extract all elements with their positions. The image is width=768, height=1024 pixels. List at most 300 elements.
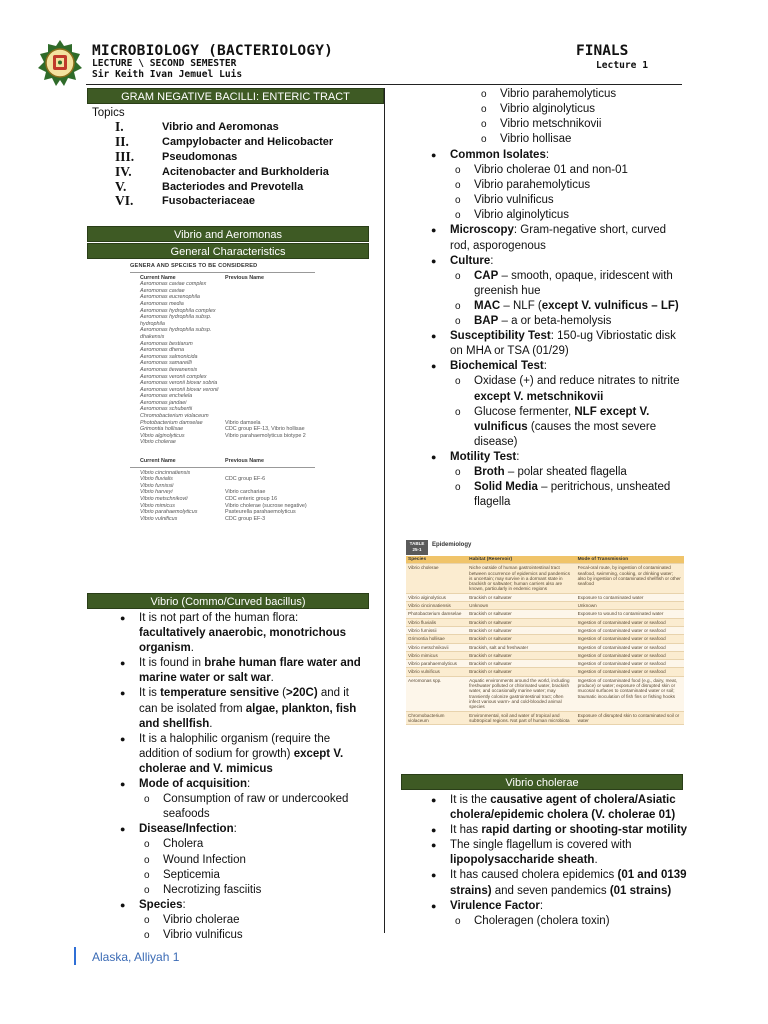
circle-bullet-icon: o — [455, 406, 461, 418]
genera-row — [130, 308, 315, 315]
sub-list-item-text: Necrotizing fasciitis — [163, 883, 262, 896]
table-tag: TABLE 25-1 — [406, 540, 428, 555]
bullet-icon: ● — [120, 779, 126, 790]
plain-text: (causes the most severe disease) — [474, 420, 657, 448]
plain-text: ( — [278, 687, 287, 700]
plain-text: It has caused cholera epidemics — [450, 869, 618, 882]
bold-text: algae, plankton, fish and shellfish — [139, 702, 357, 730]
genera-row — [130, 509, 315, 516]
current-name-cell: Aeromonas bestiarum — [140, 340, 193, 347]
circle-bullet-icon: o — [144, 869, 150, 881]
genera-row — [130, 476, 315, 483]
previous-name-cell — [225, 314, 315, 327]
bold-text: MAC — [474, 299, 501, 312]
list-item — [117, 822, 367, 837]
list-item — [428, 148, 686, 163]
sub-list-item-text: Vibrio vulnificus — [474, 194, 554, 207]
plain-text: and seven pandemics — [491, 884, 610, 897]
epi-cell: Ingestion of contaminated water or seafood — [576, 643, 684, 651]
circle-bullet-icon: o — [481, 89, 487, 100]
topic-number: IV. — [115, 163, 132, 179]
epi-cell: Brackish or saltwater — [467, 660, 575, 668]
plain-text: : — [246, 778, 251, 791]
circle-bullet-icon: o — [455, 195, 461, 207]
previous-name-cell — [225, 360, 315, 367]
genera-row — [130, 360, 315, 367]
list-item-text — [139, 777, 250, 792]
sub-list-item-text — [474, 374, 686, 404]
current-name-cell: Aeromonas samareilli — [140, 360, 192, 367]
previous-name-cell — [225, 483, 315, 490]
sub-list-item-text — [474, 480, 686, 510]
genera-row — [130, 393, 315, 400]
epi-header-cell: Species — [406, 556, 467, 564]
course-title: MICROBIOLOGY (BACTERIOLOGY) — [92, 43, 334, 59]
bullet-icon: ● — [431, 331, 437, 342]
sub-list-item-text: Cholera — [163, 838, 204, 851]
epi-cell: Brackish or saltwater — [467, 668, 575, 676]
bold-text: rapid darting or shooting-star motility — [481, 824, 688, 837]
list-item-text — [450, 329, 686, 359]
sub-list-item — [454, 132, 684, 147]
epi-cell: Brackish or saltwater — [467, 618, 575, 626]
circle-bullet-icon: o — [455, 482, 461, 494]
sub-list-item — [117, 913, 367, 928]
current-name-cell: Vibrio metschnikovii — [140, 496, 188, 502]
previous-name-cell — [225, 308, 315, 315]
bold-text: Species — [139, 898, 183, 911]
epi-cell: Vibrio mimicus — [406, 651, 467, 659]
bullet-icon: ● — [431, 870, 437, 881]
previous-name-cell — [225, 301, 315, 308]
epi-cell: Vibrio cholerae — [406, 564, 467, 593]
epi-row — [406, 660, 684, 668]
epi-cell: Ingestion of contaminated water or seafood — [576, 668, 684, 676]
epi-cell: Exposure to contaminated water — [576, 593, 684, 601]
previous-name-cell: Pasteurella parahaemolyticus — [225, 509, 296, 516]
section-bar-vibrio: Vibrio (Commo/Curved bacillus) — [87, 593, 369, 609]
list-item-text — [139, 656, 367, 686]
topic-item — [115, 135, 385, 150]
plain-text: : — [516, 450, 520, 463]
plain-text: – peritrichous, unsheated flagella — [474, 481, 671, 509]
previous-name-cell: Vibrio carchariae — [225, 489, 266, 496]
epi-row — [406, 618, 684, 626]
epi-cell: Vibrio parahaemolyticus — [406, 660, 467, 668]
sub-list-item-text: Vibrio parahemolyticus — [474, 179, 591, 192]
bold-text: except V. vulnificus – LF) — [541, 299, 679, 312]
plain-text: : — [233, 823, 237, 836]
list-item — [117, 898, 367, 913]
genera-row — [130, 314, 315, 327]
epi-cell: Vibrio furnissii — [406, 626, 467, 634]
list-item — [428, 793, 690, 823]
section-bar-general: General Characteristics — [87, 243, 369, 259]
current-name-cell: Vibrio cincinnatiensis — [140, 469, 191, 476]
previous-name-cell: Vibrio damsela — [225, 419, 261, 426]
genera-row — [130, 354, 315, 361]
epi-cell: Brackish or saltwater — [467, 635, 575, 643]
list-item-text — [139, 686, 367, 731]
list-item-text — [450, 793, 690, 823]
plain-text: : — [490, 254, 494, 267]
epi-cell: Brackish, salt and freshwater — [467, 643, 575, 651]
list-item — [428, 329, 686, 359]
list-item — [117, 611, 367, 656]
list-item-text — [450, 254, 493, 269]
bullet-icon: ● — [120, 824, 126, 835]
epi-row — [406, 626, 684, 634]
current-name-cell: Aeromonas jandaei — [140, 399, 187, 406]
sub-list-item-text: Vibrio vulnificus — [163, 928, 243, 941]
current-name-cell: Aeromonas veronii complex — [140, 373, 207, 380]
sub-list-item — [428, 299, 686, 314]
bold-text: Mode of acquisition — [139, 778, 247, 791]
list-item — [117, 656, 367, 686]
sub-list-item — [117, 853, 367, 868]
epi-cell: Fecal-oral route, by ingestion of contaminated seafood, swimming, cooking, or drinking water; also by ingestion of contaminated shellfish or other seafood — [576, 564, 684, 593]
col-current-name: Current Name — [140, 274, 176, 281]
cholerae-bullet-list — [428, 793, 690, 929]
topic-item — [115, 150, 385, 165]
current-name-cell: Aeromonas veronii biovar veronii — [140, 386, 219, 393]
semester-line: LECTURE \ SECOND SEMESTER — [92, 58, 237, 69]
epi-cell: Ingestion of contaminated water or seafood — [576, 626, 684, 634]
genera-row — [130, 347, 315, 354]
sub-list-item — [428, 269, 686, 299]
bullet-icon: ● — [431, 361, 437, 372]
epi-row — [406, 668, 684, 676]
list-item-text — [450, 223, 686, 253]
bold-text: Common Isolates — [450, 149, 546, 161]
epi-cell: Exposure of disrupted skin to contaminated soil or water — [576, 711, 684, 725]
previous-name-cell — [225, 439, 315, 446]
topic-label: Pseudomonas — [162, 150, 238, 163]
section-bar-enteric: GRAM NEGATIVE BACILLI: ENTERIC TRACT — [87, 88, 384, 104]
genera-row — [130, 327, 315, 340]
epi-row — [406, 593, 684, 601]
bold-text: CAP — [474, 269, 499, 282]
sub-list-item — [428, 163, 686, 178]
previous-name-cell — [225, 393, 315, 400]
previous-name-cell — [225, 288, 315, 295]
bold-text: Broth — [474, 465, 505, 478]
epi-cell: Aquatic environments around the world, including freshwater polluted or chlorinated water, brackish water, and occasionally marine water; may transiently colonize gastrointestinal tract; often infect various warm- and cold-blooded animal species — [467, 676, 575, 711]
previous-name-cell: CDC group EF-3 — [225, 515, 266, 522]
circle-bullet-icon: o — [455, 270, 461, 282]
sub-list-item-text: Vibrio alginolyticus — [474, 209, 570, 222]
plain-text: : 150-ug Vibriostatic disk on MHA or TSA (01/29) — [450, 330, 676, 358]
epi-cell: Chromobacterium violaceum — [406, 711, 467, 725]
epi-header-row — [406, 556, 684, 564]
plain-text: : Gram-negative short, curved rod, asporogenous — [450, 224, 667, 252]
list-item — [117, 686, 367, 731]
genera-header-row — [130, 458, 315, 465]
sub-list-item — [428, 314, 686, 329]
bold-text: temperature sensitive — [160, 687, 279, 700]
sub-list-item — [428, 480, 686, 510]
epi-cell: Aeromonas spp. — [406, 676, 467, 711]
epi-cell: Exposure to wound to contaminated water — [576, 610, 684, 618]
previous-name-cell — [225, 380, 315, 387]
plain-text: It has — [450, 824, 482, 837]
genera-row — [130, 496, 315, 503]
current-name-cell: Aeromonas caviae complex — [140, 281, 207, 288]
current-name-cell: Vibrio alginolyticus — [140, 432, 185, 439]
list-item-text — [139, 898, 186, 913]
previous-name-cell — [225, 374, 315, 381]
genera-row — [130, 281, 315, 288]
current-name-cell: Aeromonas veronii biovar sobria — [140, 380, 218, 387]
list-item — [428, 899, 690, 914]
bold-text: lipopolysaccharide sheath — [450, 854, 595, 867]
bold-text: Disease/Infection — [139, 823, 234, 836]
plain-text: : — [539, 899, 544, 912]
previous-name-cell — [225, 327, 315, 340]
epi-row — [406, 676, 684, 711]
sub-list-item — [428, 914, 690, 929]
circle-bullet-icon: o — [455, 316, 461, 328]
epi-header-cell: Mode of Transmission — [576, 556, 684, 564]
header-rule — [86, 84, 682, 85]
epi-cell: Environmental, soil and water of tropical and subtropical regions. Not part of human microbiota — [467, 711, 575, 725]
topic-item — [115, 164, 385, 179]
sub-list-item-text: Vibrio cholerae 01 and non-01 — [474, 164, 628, 177]
epi-row — [406, 564, 684, 593]
sub-list-item-text — [474, 314, 611, 329]
sub-list-item — [117, 883, 367, 898]
bold-text: Solid Media — [474, 481, 538, 494]
list-item-text — [139, 732, 367, 777]
plain-text: Oxidase (+) and reduce nitrates to nitrite — [474, 375, 680, 388]
current-name-cell: Vibrio mimicus — [140, 502, 175, 509]
list-item — [117, 777, 367, 792]
list-item-text — [139, 611, 367, 656]
genera-row — [130, 503, 315, 510]
epi-cell: Ingestion of contaminated water or seafood — [576, 635, 684, 643]
previous-name-cell — [225, 387, 315, 394]
previous-name-cell: CDC enteric group 16 — [225, 496, 278, 502]
instructor-line: Sir Keith Ivan Jemuel Luis — [92, 68, 243, 80]
plain-text: It is — [139, 687, 161, 700]
circle-bullet-icon: o — [144, 914, 150, 926]
sub-list-item-text: Vibrio metschnikovii — [500, 118, 602, 131]
plain-text: : — [545, 149, 550, 161]
sub-list-item-text: Vibrio alginolyticus — [500, 103, 596, 116]
genera-row — [130, 400, 315, 407]
bold-text: BAP — [474, 315, 499, 328]
plain-text: : — [543, 360, 547, 373]
epi-row — [406, 610, 684, 618]
list-item-text — [450, 450, 519, 465]
list-item — [428, 838, 690, 868]
previous-name-cell: CDC group EF-6 — [225, 476, 266, 483]
circle-bullet-icon: o — [455, 466, 461, 478]
previous-name-cell — [225, 367, 315, 374]
previous-name-cell — [225, 354, 315, 361]
genera-row — [130, 439, 315, 446]
bullet-icon: ● — [431, 840, 437, 851]
plain-text: Glucose fermenter, — [474, 405, 575, 418]
sub-list-item-text: Choleragen (cholera toxin) — [474, 914, 610, 927]
topic-label: Bacteriodes and Prevotella — [162, 180, 304, 193]
genera-row — [130, 294, 315, 301]
list-item — [428, 868, 690, 898]
plain-text: – smooth, opaque, iridescent with greenish hue — [474, 269, 673, 297]
circle-bullet-icon: o — [144, 839, 150, 851]
bullet-icon: ● — [120, 688, 126, 699]
epi-row — [406, 643, 684, 651]
sub-list-item-text: Vibrio hollisae — [500, 133, 572, 146]
previous-name-cell — [225, 413, 315, 420]
bullet-icon: ● — [431, 900, 437, 911]
vibrio-details-list — [428, 148, 686, 510]
epi-cell: Grimontia hollisae — [406, 635, 467, 643]
bold-text: >20C) — [286, 687, 318, 700]
topic-number: II. — [115, 134, 129, 150]
circle-bullet-icon: o — [481, 134, 487, 146]
epi-cell: Niche outside of human gastrointestinal tract between occurrence of epidemics and pandemics is uncertain; may survive in a dormant state in brackish or saltwater; human carriers also are known, particularly in endemic regions — [467, 564, 575, 593]
topic-label: Vibrio and Aeromonas — [162, 121, 279, 134]
previous-name-cell — [225, 281, 315, 288]
current-name-cell: Aeromonas tiewanensis — [140, 366, 198, 373]
col-previous-name: Previous Name — [225, 458, 264, 465]
plain-text: The single flagellum is covered with — [450, 839, 632, 852]
genera-row — [130, 433, 315, 440]
plain-text: . — [190, 642, 194, 655]
plain-text: and it can be isolated from — [139, 687, 349, 715]
genera-row — [130, 288, 315, 295]
bullet-icon: ● — [431, 255, 437, 266]
list-item-text — [139, 822, 237, 837]
circle-bullet-icon: o — [455, 165, 461, 177]
list-item-text — [450, 148, 549, 163]
sub-list-item-text — [474, 405, 686, 450]
previous-name-cell: Vibrio cholerae (sucrose negative) — [225, 502, 307, 509]
genera-row — [130, 516, 315, 523]
genera-row — [130, 420, 315, 427]
bold-text: Motility Test — [450, 450, 517, 463]
epi-cell: Brackish or saltwater — [467, 626, 575, 634]
bold-text: (01 and 0139 strains) — [450, 869, 687, 897]
epi-cell: Unknown — [576, 602, 684, 610]
circle-bullet-icon: o — [455, 210, 461, 222]
epi-cell: Vibrio cincinnatiensis — [406, 602, 467, 610]
bullet-icon: ● — [431, 795, 437, 805]
current-name-cell: Aeromonas enchelela — [140, 393, 193, 400]
current-name-cell: Chromobacterium violaceum — [140, 413, 209, 420]
epi-cell: Brackish or saltwater — [467, 610, 575, 618]
genera-row — [130, 413, 315, 420]
previous-name-cell — [225, 470, 315, 477]
topic-item — [115, 179, 385, 194]
genera-table-title: GENERA AND SPECIES TO BE CONSIDERED — [130, 263, 258, 269]
topics-title: Topics — [92, 107, 125, 119]
previous-name-cell: Vibrio parahaemolyticus biotype 2 — [225, 432, 306, 439]
current-name-cell: Aeromonas media — [140, 300, 184, 307]
genera-species-table — [130, 263, 315, 581]
bullet-icon: ● — [431, 150, 437, 160]
topic-number: III. — [115, 149, 135, 164]
epi-cell: Vibrio vulnificus — [406, 668, 467, 676]
epi-row — [406, 711, 684, 725]
circle-bullet-icon: o — [455, 300, 461, 312]
epi-cell: Vibrio fluvialis — [406, 618, 467, 626]
plain-text: It is the — [450, 794, 491, 806]
sub-list-item — [117, 868, 367, 883]
current-name-cell: Aeromonas hydrophila subsp. dhakensis — [140, 327, 212, 340]
sub-list-item-text: Septicemia — [163, 868, 220, 881]
plain-text: . — [594, 854, 598, 867]
epi-header-cell: Habitat (Reservoir) — [467, 556, 575, 564]
bullet-icon: ● — [431, 451, 437, 462]
genera-row — [130, 367, 315, 374]
list-item — [428, 223, 686, 253]
sub-list-item-text — [474, 465, 627, 480]
current-name-cell: Vibrio parahaemolyticus — [140, 509, 198, 516]
plain-text: – polar sheated flagella — [504, 465, 627, 478]
bullet-icon: ● — [120, 613, 126, 623]
vibrio-bullet-list — [117, 611, 367, 943]
genera-row — [130, 406, 315, 413]
topic-number: I. — [115, 119, 124, 135]
genera-row — [130, 301, 315, 308]
sub-list-item-text: Wound Infection — [163, 853, 246, 866]
previous-name-cell — [225, 347, 315, 354]
epi-cell: Ingestion of contaminated water or seafood — [576, 651, 684, 659]
current-name-cell: Aeromonas schubertii — [140, 406, 193, 413]
sub-list-item — [454, 87, 684, 102]
bold-text: facultatively anaerobic, monotrichous organism — [139, 627, 347, 655]
circle-bullet-icon: o — [481, 119, 487, 131]
genera-row — [130, 426, 315, 433]
sub-list-item-text: Vibrio parahemolyticus — [500, 88, 617, 100]
epi-row — [406, 651, 684, 659]
epi-cell: Unknown — [467, 602, 575, 610]
genera-row — [130, 470, 315, 477]
list-item — [428, 450, 686, 465]
epi-cell: Photobacterium damselae — [406, 610, 467, 618]
bullet-icon: ● — [431, 825, 437, 836]
bullet-icon: ● — [431, 225, 437, 236]
bold-text: NLF except V. vulnificus — [474, 405, 650, 433]
list-item — [428, 359, 686, 374]
plain-text: : — [182, 898, 186, 911]
circle-bullet-icon: o — [455, 915, 461, 927]
plain-text: . — [270, 672, 274, 685]
bullet-icon: ● — [120, 733, 126, 744]
current-name-cell: Vibrio harveyi — [140, 489, 173, 496]
previous-name-cell — [225, 400, 315, 407]
epi-cell: Ingestion of contaminated food (e.g., dairy, meat, produce) or water; exposure of disrupted skin or mucosal surfaces to contaminated water or soil; traumatic inoculation of fish fins or fishing hooks — [576, 676, 684, 711]
lecture-number: Lecture 1 — [596, 60, 648, 71]
epi-cell: Brackish or saltwater — [467, 651, 575, 659]
current-name-cell: Aeromonas hydrophila subsp. hydrophila — [140, 314, 212, 327]
sub-list-item-text — [474, 269, 686, 299]
previous-name-cell: CDC group EF-13, Vibrio hollisae — [225, 426, 305, 433]
epi-row — [406, 635, 684, 643]
epi-cell: Vibrio alginolyticus — [406, 593, 467, 601]
sub-list-item — [428, 465, 686, 480]
current-name-cell: Vibrio furnissii — [140, 482, 174, 489]
plain-text: It is found in — [139, 657, 205, 670]
topic-label: Acitenobacter and Burkholderia — [162, 165, 329, 178]
topic-label: Campylobacter and Helicobacter — [162, 136, 334, 149]
circle-bullet-icon: o — [144, 929, 150, 941]
sub-list-item — [428, 193, 686, 208]
sub-list-item — [117, 792, 367, 822]
plain-text: It is a halophilic organism (require the addition of sodium for growth) — [139, 732, 331, 760]
